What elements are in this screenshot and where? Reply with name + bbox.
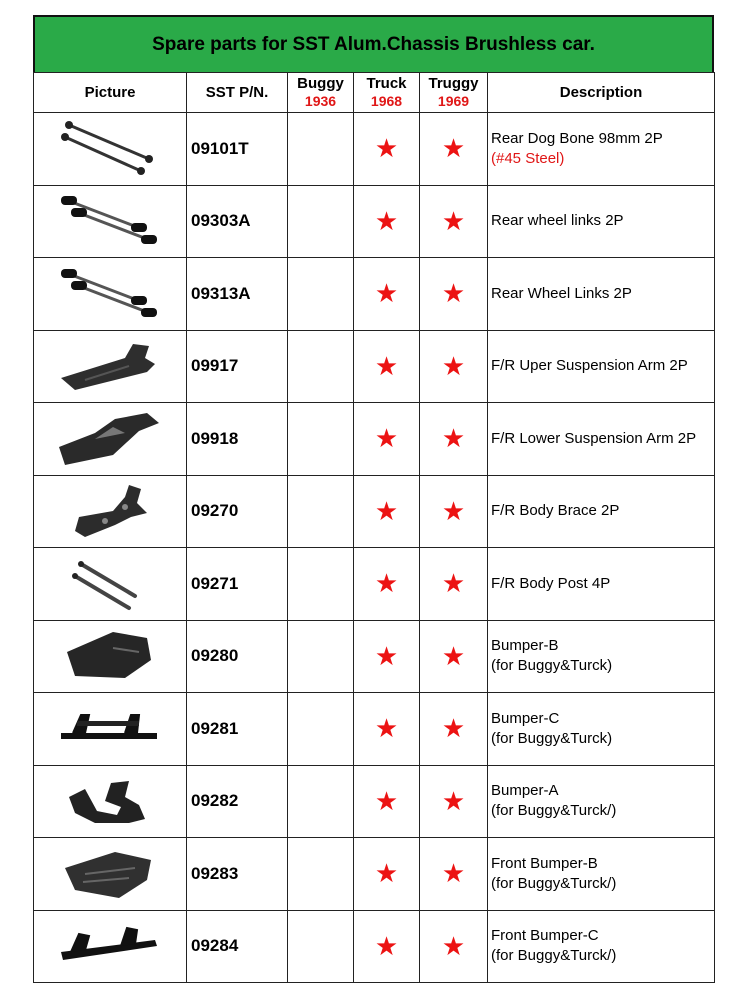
buggy-cell	[288, 185, 354, 258]
buggy-cell	[288, 330, 354, 403]
star-icon: ★	[374, 423, 399, 454]
description-line-2: (for Buggy&Turck/)	[491, 947, 617, 965]
truggy-cell	[420, 330, 488, 403]
truggy-cell	[420, 113, 488, 186]
star-icon: ★	[441, 423, 466, 454]
star-icon: ★	[374, 713, 399, 744]
description-line-1: Front Bumper-B	[491, 854, 598, 872]
table-row	[34, 475, 715, 548]
part-description	[488, 765, 715, 838]
header-row	[34, 73, 715, 113]
description-line-2: (for Buggy&Turck)	[491, 657, 613, 675]
part-picture	[34, 185, 187, 258]
description-line-1: Front Bumper-C	[491, 927, 599, 945]
description-line-1: Bumper-C	[491, 709, 560, 727]
truck-cell	[354, 113, 420, 186]
table-row	[34, 910, 715, 983]
truggy-cell	[420, 620, 488, 693]
table-row	[34, 258, 715, 331]
truggy-cell	[420, 693, 488, 766]
part-number: 09283	[187, 838, 288, 911]
part-description	[488, 403, 715, 476]
page-title: Spare parts for SST Alum.Chassis Brushless car.	[33, 15, 714, 72]
part-description	[488, 185, 715, 258]
bumper-plate-icon	[34, 626, 186, 686]
truck-cell	[354, 910, 420, 983]
buggy-cell	[288, 620, 354, 693]
truck-cell	[354, 693, 420, 766]
truck-cell	[354, 620, 420, 693]
part-picture	[34, 838, 187, 911]
part-number: 09280	[187, 620, 288, 693]
header-truggy	[420, 73, 488, 113]
buggy-cell	[288, 548, 354, 621]
truck-cell	[354, 475, 420, 548]
buggy-cell	[288, 258, 354, 331]
part-description	[488, 693, 715, 766]
part-description	[488, 910, 715, 983]
table-row	[34, 185, 715, 258]
part-description	[488, 548, 715, 621]
table-row	[34, 330, 715, 403]
part-picture	[34, 475, 187, 548]
part-number: 09282	[187, 765, 288, 838]
part-picture	[34, 113, 187, 186]
front-bumper-plate-icon	[34, 844, 186, 904]
star-icon: ★	[374, 930, 399, 961]
star-icon: ★	[374, 495, 399, 526]
part-number: 09303A	[187, 185, 288, 258]
part-number: 09313A	[187, 258, 288, 331]
table-row	[34, 838, 715, 911]
description-line-1: F/R Body Post 4P	[491, 574, 611, 592]
table-row	[34, 765, 715, 838]
star-icon: ★	[374, 858, 399, 889]
header-truck-label: Truck	[366, 75, 407, 92]
star-icon: ★	[441, 278, 466, 309]
buggy-cell	[288, 765, 354, 838]
part-description	[488, 330, 715, 403]
table-row	[34, 403, 715, 476]
table-row	[34, 620, 715, 693]
header-truck	[354, 73, 420, 113]
truggy-cell	[420, 185, 488, 258]
description-line-1: F/R Body Brace 2P	[491, 502, 620, 520]
upper-arm-icon	[34, 336, 186, 396]
description-line-1: Rear Wheel Links 2P	[491, 284, 632, 302]
bumper-bar-icon	[34, 699, 186, 759]
part-number: 09270	[187, 475, 288, 548]
part-description	[488, 475, 715, 548]
part-number: 09101T	[187, 113, 288, 186]
description-line-1: Rear wheel links 2P	[491, 212, 624, 230]
table-row	[34, 113, 715, 186]
buggy-cell	[288, 113, 354, 186]
truck-cell	[354, 548, 420, 621]
body-post-icon	[34, 554, 186, 614]
truck-cell	[354, 258, 420, 331]
star-icon: ★	[441, 785, 466, 816]
header-truggy-label: Truggy	[428, 75, 479, 92]
buggy-cell	[288, 838, 354, 911]
buggy-cell	[288, 475, 354, 548]
star-icon: ★	[441, 205, 466, 236]
part-number: 09917	[187, 330, 288, 403]
description-line-1: F/R Uper Suspension Arm 2P	[491, 357, 688, 375]
star-icon: ★	[374, 205, 399, 236]
part-picture	[34, 403, 187, 476]
part-picture	[34, 620, 187, 693]
truck-cell	[354, 403, 420, 476]
truggy-cell	[420, 548, 488, 621]
bumper-mount-icon	[34, 771, 186, 831]
star-icon: ★	[441, 713, 466, 744]
part-description	[488, 620, 715, 693]
truggy-cell	[420, 475, 488, 548]
star-icon: ★	[441, 133, 466, 164]
part-picture	[34, 258, 187, 331]
part-description	[488, 113, 715, 186]
description-line-1: F/R Lower Suspension Arm 2P	[491, 429, 697, 447]
description-line-2: (for Buggy&Turck/)	[491, 802, 617, 820]
part-number: 09918	[187, 403, 288, 476]
truck-cell	[354, 330, 420, 403]
truggy-cell	[420, 838, 488, 911]
dog-bone-icon	[34, 119, 186, 179]
wheel-link-icon	[34, 191, 186, 251]
header-truggy-model: 1969	[437, 93, 470, 109]
header-picture: Picture	[34, 73, 187, 113]
star-icon: ★	[441, 495, 466, 526]
part-description	[488, 258, 715, 331]
part-description	[488, 838, 715, 911]
star-icon: ★	[374, 568, 399, 599]
truck-cell	[354, 765, 420, 838]
part-picture	[34, 693, 187, 766]
truggy-cell	[420, 765, 488, 838]
star-icon: ★	[441, 930, 466, 961]
wheel-link-icon	[34, 264, 186, 324]
buggy-cell	[288, 403, 354, 476]
parts-table	[33, 72, 715, 983]
description-line-1: Bumper-B	[491, 637, 559, 655]
truggy-cell	[420, 910, 488, 983]
truggy-cell	[420, 258, 488, 331]
description-line-1: Bumper-A	[491, 782, 559, 800]
part-picture	[34, 330, 187, 403]
part-number: 09281	[187, 693, 288, 766]
star-icon: ★	[374, 785, 399, 816]
header-part-number: SST P/N.	[187, 73, 288, 113]
header-buggy-label: Buggy	[297, 75, 344, 92]
star-icon: ★	[441, 858, 466, 889]
buggy-cell	[288, 910, 354, 983]
lower-arm-icon	[34, 409, 186, 469]
header-buggy	[288, 73, 354, 113]
star-icon: ★	[374, 640, 399, 671]
truggy-cell	[420, 403, 488, 476]
truck-cell	[354, 185, 420, 258]
description-line-1: Rear Dog Bone 98mm 2P	[491, 129, 663, 147]
star-icon: ★	[374, 133, 399, 164]
part-picture	[34, 910, 187, 983]
star-icon: ★	[374, 350, 399, 381]
truck-cell	[354, 838, 420, 911]
buggy-cell	[288, 693, 354, 766]
body-brace-icon	[34, 481, 186, 541]
star-icon: ★	[441, 568, 466, 599]
description-line-2: (for Buggy&Turck)	[491, 729, 613, 747]
star-icon: ★	[374, 278, 399, 309]
front-bumper-bar-icon	[34, 916, 186, 976]
header-truck-model: 1968	[370, 93, 403, 109]
table-row	[34, 548, 715, 621]
description-line-2: (for Buggy&Turck/)	[491, 874, 617, 892]
header-description: Description	[488, 73, 715, 113]
header-buggy-model: 1936	[304, 93, 337, 109]
star-icon: ★	[441, 350, 466, 381]
part-picture	[34, 548, 187, 621]
part-picture	[34, 765, 187, 838]
description-line-2: (#45 Steel)	[491, 149, 565, 167]
part-number: 09284	[187, 910, 288, 983]
table-row	[34, 693, 715, 766]
part-number: 09271	[187, 548, 288, 621]
star-icon: ★	[441, 640, 466, 671]
parts-sheet	[33, 15, 714, 983]
